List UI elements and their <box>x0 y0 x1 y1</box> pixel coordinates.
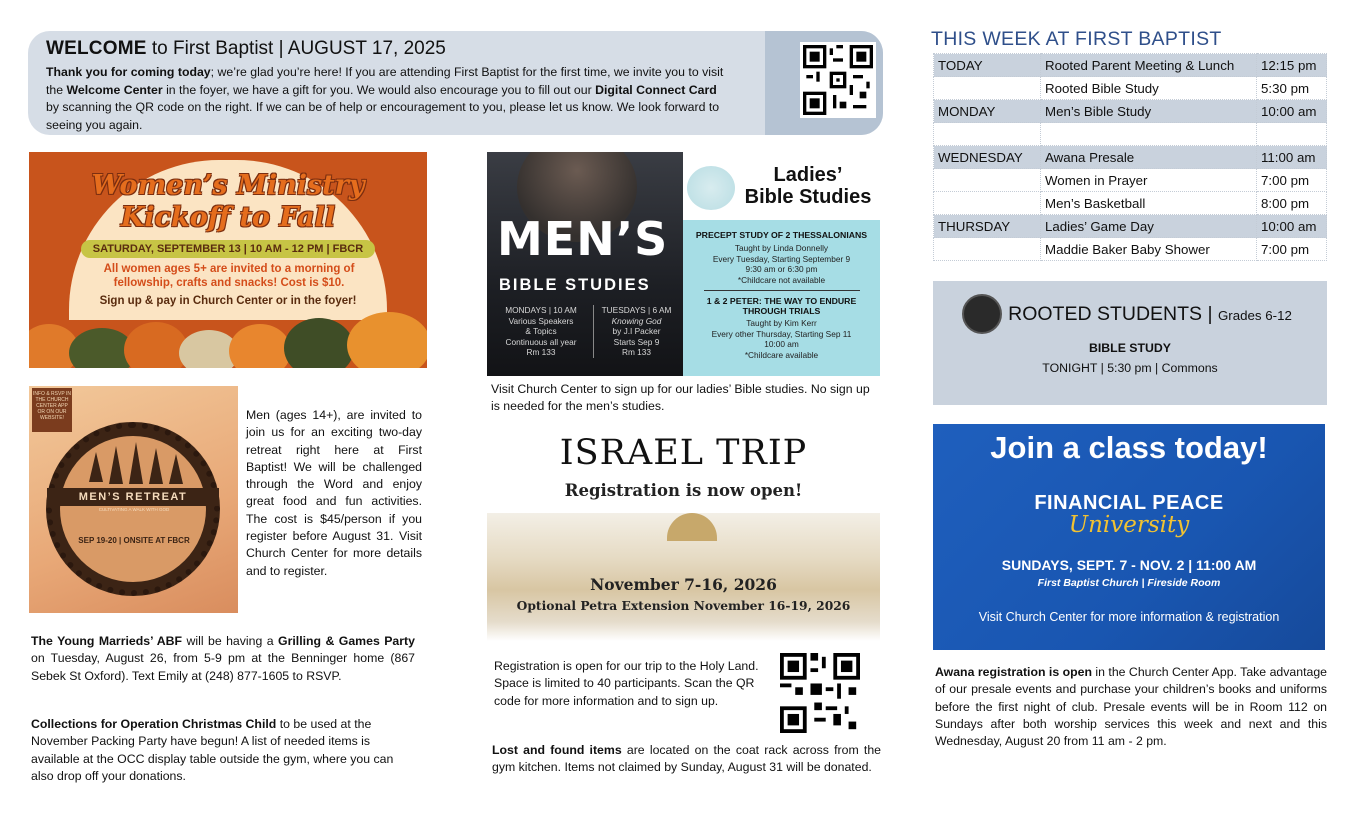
schedule-event: Rooted Bible Study <box>1041 77 1257 100</box>
retreat-description: Men (ages 14+), are invited to join us for an exciting two-day retreat right here at First Baptist! We will be challenged through the Word and enjoy great food and fun activities. The cost is $45/person if you register before August 31. Visit Church Center for more details and to register. <box>246 408 422 578</box>
schedule-day <box>934 123 1041 146</box>
rooted-title: ROOTED STUDENTS | Grades 6-12 <box>1008 303 1292 325</box>
fpu-university: University <box>1068 512 1190 538</box>
schedule-event: Awana Presale <box>1041 146 1257 169</box>
rooted-bible-study: BIBLE STUDY <box>1089 341 1171 355</box>
schedule-row <box>934 146 1327 169</box>
tree-icon <box>149 448 163 484</box>
welcome-text: Thank you for coming today; we’re glad you’re here! If you are attending First Baptist for the first time, we invite you to visit the Welcome Center in the foyer, we have a gift for you. We would also encourage you to fill out our Digital Connect Card by scanning the QR code on the right. If we can be of help or encouragement to you, please let us know. We look forward to seeing you again. <box>46 65 724 132</box>
pumpkin-icon <box>347 312 427 368</box>
financial-peace-banner <box>933 424 1325 650</box>
israel-dates: November 7-16, 2026 <box>590 575 777 594</box>
rooted-time: TONIGHT | 5:30 pm | Commons <box>1042 361 1218 375</box>
welcome-title: WELCOME to First Baptist | AUGUST 17, 2025 <box>46 38 446 59</box>
israel-registration-text: Registration is open for our trip to the Holy Land. Space is limited to 40 participants. Scan the QR code for more information and to sign up. <box>494 659 759 708</box>
flyer-title-line1: Women’s Ministry <box>91 170 365 201</box>
womens-ministry-logo <box>687 166 735 210</box>
flyer-description: All women ages 5+ are invited to a morning of fellowship, crafts and snacks! Cost is $10. <box>103 263 355 289</box>
mens-retreat-image <box>29 386 238 613</box>
schedule-time: 10:00 am <box>1257 215 1327 238</box>
retreat-subtitle: CULTIVATING A WALK WITH GOD <box>98 507 170 512</box>
israel-subtitle: Registration is now open! <box>564 481 803 500</box>
weekly-schedule-table <box>933 53 1327 261</box>
awana-announcement: Awana registration is open in the Church Center App. Take advantage of our presale events and purchase your children’s books and uniforms before the first night of club. Presale events will be in Room 112 on Sundays after both worship services this week and next and this Wednesday, August 20 from 11 am - 2 pm. <box>935 665 1328 749</box>
schedule-day <box>934 192 1041 215</box>
schedule-time <box>1257 123 1327 146</box>
pumpkin-icon <box>229 324 291 368</box>
schedule-event: Men’s Basketball <box>1041 192 1257 215</box>
schedule-day: WEDNESDAY <box>934 146 1041 169</box>
tree-icon <box>89 452 103 482</box>
schedule-event: Women in Prayer <box>1041 169 1257 192</box>
schedule-time: 7:00 pm <box>1257 169 1327 192</box>
mens-subtitle: BIBLE STUDIES <box>499 276 651 294</box>
israel-title: ISRAEL TRIP <box>559 433 808 473</box>
ladies-signup-note: Visit Church Center to sign up for our ladies’ Bible studies. No sign up is needed for the men’s studies. <box>491 382 870 414</box>
connect-card-qr-code[interactable] <box>800 42 876 118</box>
lost-and-found-announcement: Lost and found items are located on the coat rack across from the gym kitchen. Items not claimed by Sunday, August 31 will be donated. <box>492 743 881 775</box>
schedule-event: Men’s Bible Study <box>1041 100 1257 123</box>
schedule-time: 11:00 am <box>1257 146 1327 169</box>
schedule-event: Maddie Baker Baby Shower <box>1041 238 1257 261</box>
ladies-details: PRECEPT STUDY OF 2 THESSALONIANS Taught by Linda Donnelly Every Tuesday, Starting September 9 9:30 am or 6:30 pm *Childcare not available 1 & 2 PETER: THE WAY TO ENDURE THROUGH TRIALS Taught by Kim Kerr Every other Thursday, Starting Sep 11 10:00 am *Childcare available <box>683 220 880 376</box>
young-marrieds-announcement: The Young Marrieds’ ABF will be having a Grilling & Games Party on Tuesday, August 26, from 5-9 pm at the Benninger home (867 Sebek St Oxford). Text Emily at (248) 877-1605 to RSVP. <box>31 634 415 683</box>
rooted-students-box <box>933 281 1327 405</box>
pumpkin-icon <box>284 318 354 368</box>
israel-qr-code[interactable] <box>780 653 860 733</box>
schedule-event: Rooted Parent Meeting & Lunch <box>1041 54 1257 77</box>
fpu-dates: SUNDAYS, SEPT. 7 - NOV. 2 | 11:00 AM <box>1001 557 1257 573</box>
welcome-banner <box>28 31 883 135</box>
ladies-bible-studies-image <box>683 152 880 376</box>
schedule-row <box>934 238 1327 261</box>
schedule-time: 7:00 pm <box>1257 238 1327 261</box>
fpu-visit: Visit Church Center for more information & registration <box>978 610 1280 624</box>
divider <box>704 290 860 291</box>
pumpkin-icon <box>124 322 188 368</box>
schedule-event <box>1041 123 1257 146</box>
ladies-title: Ladies’ Bible Studies <box>744 164 872 208</box>
rsvp-tag: INFO & RSVP IN THE CHURCH CENTER APP OR ON OUR WEBSITE! <box>32 388 72 432</box>
israel-trip-image <box>487 425 880 647</box>
schedule-day: THURSDAY <box>934 215 1041 238</box>
schedule-day <box>934 238 1041 261</box>
schedule-row <box>934 123 1327 146</box>
schedule-time: 10:00 am <box>1257 100 1327 123</box>
schedule-day: MONDAY <box>934 100 1041 123</box>
flyer-signup: Sign up & pay in Church Center or in the foyer! <box>99 295 357 307</box>
schedule-row <box>934 192 1327 215</box>
schedule-row <box>934 100 1327 123</box>
tree-icon <box>109 446 123 484</box>
fpu-title: FINANCIAL PEACE <box>1034 492 1224 514</box>
schedule-day <box>934 77 1041 100</box>
schedule-time: 12:15 pm <box>1257 54 1327 77</box>
mens-tuesday-details: TUESDAYS | 6 AM Knowing God by J.I Packer Starts Sep 9 Rm 133 <box>593 305 679 358</box>
flyer-title-line2: Kickoff to Fall <box>120 202 336 233</box>
retreat-ribbon: MEN’S RETREAT <box>47 488 219 506</box>
occ-announcement: Collections for Operation Christmas Child to be used at the November Packing Party have begun! A list of needed items is available at the OCC display table outside the gym, where you can also drop off your donations. <box>31 717 394 783</box>
tree-icon <box>129 442 143 484</box>
schedule-title: THIS WEEK AT FIRST BAPTIST <box>931 28 1222 50</box>
mens-bible-studies-image <box>487 152 683 376</box>
tree-icon <box>169 454 183 484</box>
schedule-row <box>934 54 1327 77</box>
schedule-time: 5:30 pm <box>1257 77 1327 100</box>
qr-panel <box>765 31 883 135</box>
fpu-headline: Join a class today! <box>990 430 1268 465</box>
schedule-row <box>934 77 1327 100</box>
schedule-time: 8:00 pm <box>1257 192 1327 215</box>
schedule-row <box>934 215 1327 238</box>
petra-extension: Optional Petra Extension November 16-19, 2026 <box>516 598 851 613</box>
flyer-date-band: SATURDAY, SEPTEMBER 13 | 10 AM - 12 PM | FBCR <box>81 240 375 258</box>
mens-monday-details: MONDAYS | 10 AM Various Speakers & Topics Continuous all year Rm 133 <box>505 305 577 357</box>
qr-icon <box>803 45 873 115</box>
schedule-row <box>934 169 1327 192</box>
fpu-location: First Baptist Church | Fireside Room <box>1037 577 1221 589</box>
schedule-day: TODAY <box>934 54 1041 77</box>
retreat-date: SEP 19-20 | ONSITE AT FBCR <box>78 536 190 545</box>
qr-icon <box>780 653 860 733</box>
schedule-event: Ladies’ Game Day <box>1041 215 1257 238</box>
schedule-day <box>934 169 1041 192</box>
mens-title: MEN’S <box>497 212 669 266</box>
womens-ministry-flyer <box>29 152 427 368</box>
